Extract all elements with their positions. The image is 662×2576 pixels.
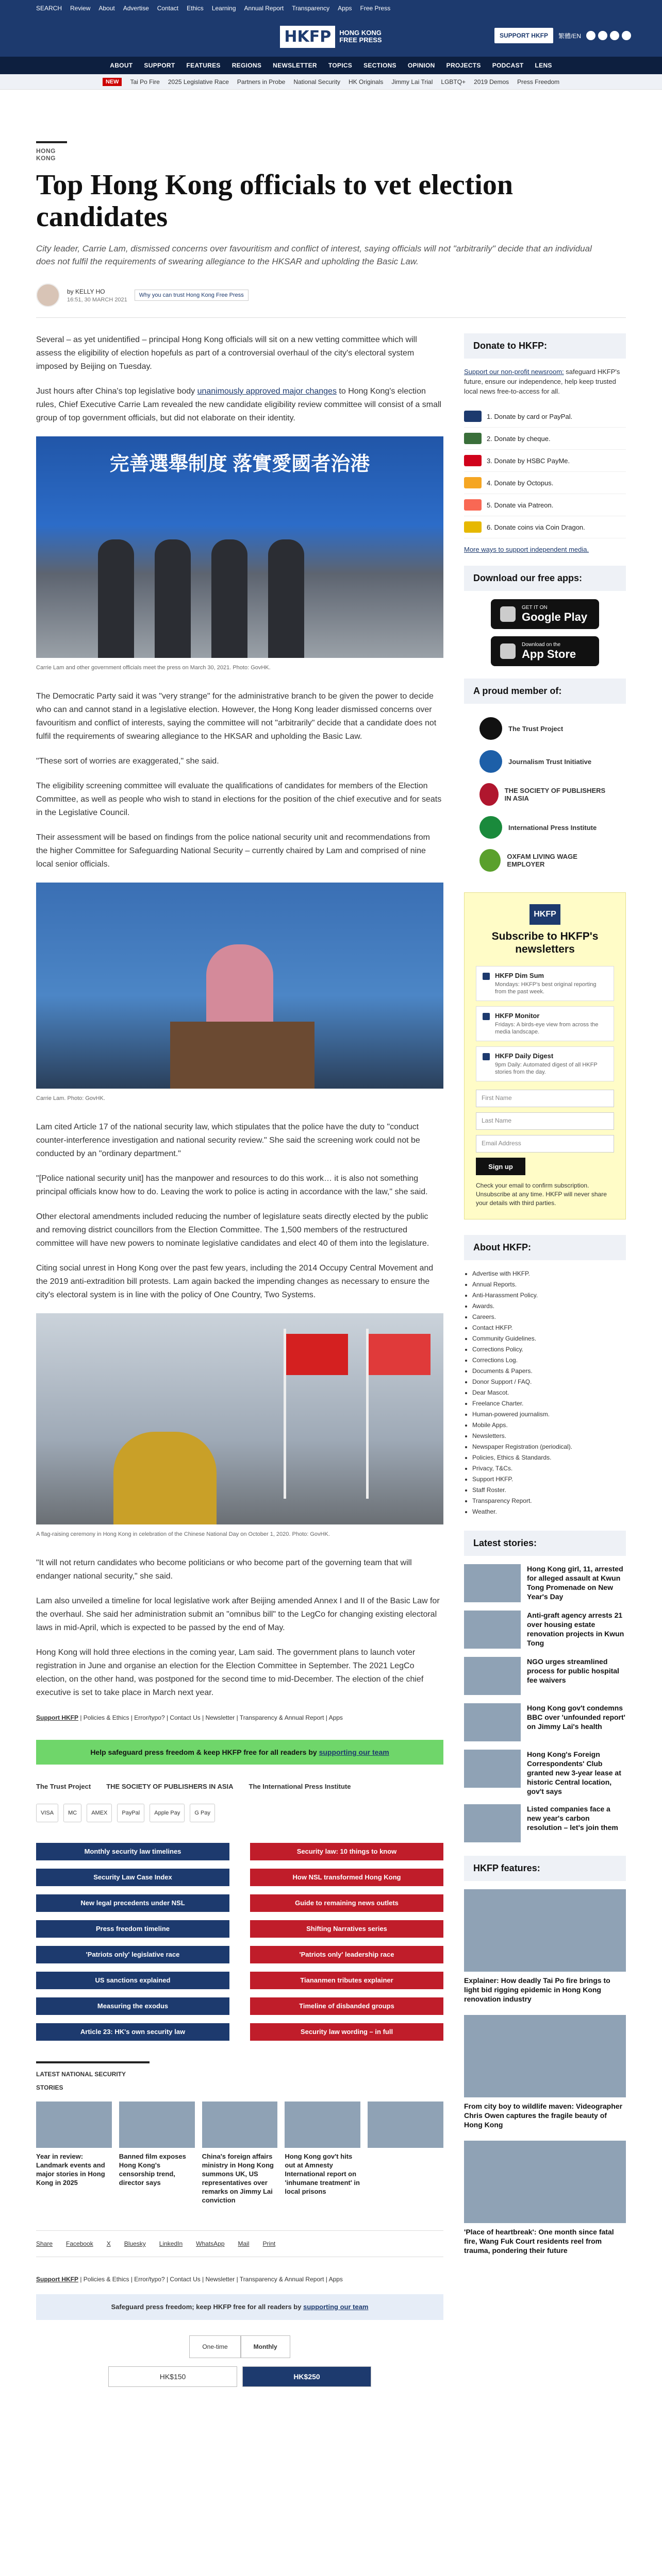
- topic-button[interactable]: Article 23: HK's own security law: [36, 2023, 229, 2041]
- newsletter-option[interactable]: HKFP Dim Sum Mondays: HKFP's best original reporting from the past week.: [476, 966, 614, 1001]
- youtube-icon[interactable]: [622, 31, 631, 40]
- story-thumbnail: [464, 1703, 521, 1741]
- mastercard-icon: MC: [63, 1804, 81, 1822]
- paragraph: Lam also unveiled a timeline for local legislative work after Beijing amended Annex I and II of the Basic Law for the overhaul. She said her administration submit an "omnibus bill" to the LegCo for changing existing electoral laws in mid-April, which is expected to be passed by the end of May.: [36, 1597, 440, 1632]
- topic-button[interactable]: Shifting Narratives series: [250, 1920, 443, 1938]
- topbar-ethics[interactable]: Ethics: [187, 5, 204, 12]
- nav-newsletter[interactable]: NEWSLETTER: [273, 62, 317, 69]
- more-ways-link[interactable]: More ways to support independent media.: [464, 546, 589, 553]
- article-standfirst: City leader, Carrie Lam, dismissed concerns over favouritism and conflict of interest, saying officials will not "arbitrarily" decide that an individual does not fulfil the requirements of swearing allegiance to the HKSAR and upholding the Basic Law.: [36, 244, 592, 266]
- story-title[interactable]: Hong Kong gov't condemns BBC over 'unfounded report' on Jimmy Lai's health: [527, 1704, 625, 1731]
- feature-title[interactable]: Explainer: How deadly Tai Po fire brings to light bid rigging epidemic in Hong Kong renovation industry: [464, 1976, 610, 2003]
- story-thumbnail: [464, 1750, 521, 1788]
- topic-button[interactable]: Security Law Case Index: [36, 1869, 229, 1886]
- about-link[interactable]: • Dear Mascot.: [472, 1387, 626, 1398]
- story-title[interactable]: Banned film exposes Hong Kong's censorship trend, director says: [119, 2153, 186, 2187]
- latest-stories: [464, 1564, 626, 1842]
- article-photo: [36, 883, 443, 1089]
- nav-topics[interactable]: TOPICS: [328, 62, 353, 69]
- first-name-input[interactable]: First Name: [476, 1090, 614, 1107]
- story-title[interactable]: Anti-graft agency arrests 21 over housing estate renovation projects in Kwun Tong: [527, 1611, 624, 1647]
- topic-buttons: [36, 1843, 443, 2041]
- share-facebook[interactable]: Facebook: [66, 2240, 93, 2247]
- paypal-icon: PayPal: [117, 1804, 144, 1822]
- topic-button[interactable]: Measuring the exodus: [36, 1997, 229, 2015]
- apple-pay-icon: Apple Pay: [150, 1804, 185, 1822]
- visa-icon: VISA: [36, 1804, 58, 1822]
- about-link[interactable]: • Freelance Charter.: [472, 1398, 626, 1409]
- about-link[interactable]: • Careers.: [472, 1312, 626, 1323]
- feature-story[interactable]: [464, 2015, 626, 2129]
- about-link[interactable]: • Human-powered journalism.: [472, 1409, 626, 1420]
- topic-button[interactable]: 'Patriots only' leadership race: [250, 1946, 443, 1963]
- trend-item[interactable]: Tai Po Fire: [130, 78, 160, 86]
- topbar-annual-report[interactable]: Annual Report: [244, 5, 284, 12]
- topbar-free-press[interactable]: Free Press: [360, 5, 391, 12]
- nav-regions[interactable]: REGIONS: [231, 62, 262, 69]
- story-title[interactable]: China's foreign affairs ministry in Hong Kong summons UK, US representatives over remarks on Jimmy Lai conviction: [202, 2153, 274, 2204]
- features-heading: HKFP features:: [464, 1856, 626, 1881]
- apps-heading: Download our free apps:: [464, 566, 626, 591]
- author-name[interactable]: by KELLY HO: [67, 287, 105, 295]
- topbar-contact[interactable]: Contact: [157, 5, 179, 12]
- trend-item[interactable]: Jimmy Lai Trial: [391, 78, 433, 86]
- paragraph: The eligibility screening committee will evaluate the qualifications of candidates for members of the Election Committee, as well as people who wish to stand in elections for the position of the chief executive and for seats in the Legislative Council.: [36, 782, 442, 817]
- main-nav: [0, 57, 662, 74]
- about-link[interactable]: • Corrections Policy.: [472, 1344, 626, 1355]
- topbar-about[interactable]: About: [98, 5, 115, 12]
- article-photo: [36, 436, 443, 658]
- social-icons: [586, 31, 631, 40]
- donate-method[interactable]: 6. Donate coins via Coin Dragon.: [464, 516, 626, 538]
- trending-nav: [0, 74, 662, 90]
- trend-item[interactable]: National Security: [293, 78, 341, 86]
- byline: [36, 283, 626, 318]
- story-thumbnail: [464, 1657, 521, 1695]
- about-link[interactable]: • Documents & Papers.: [472, 1366, 626, 1377]
- nav-projects[interactable]: PROJECTS: [446, 62, 481, 69]
- feature-title[interactable]: From city boy to wildlife maven: Videographer Chris Owen captures the fragile beauty of Hong Kong: [464, 2102, 623, 2129]
- trend-item[interactable]: 2019 Demos: [474, 78, 509, 86]
- topic-button[interactable]: Security law: 10 things to know: [250, 1843, 443, 1860]
- about-link[interactable]: • Contact HKFP.: [472, 1323, 626, 1333]
- topic-button[interactable]: New legal precedents under NSL: [36, 1894, 229, 1912]
- paragraph: Lam cited Article 17 of the national security law, which stipulates that the police have the duty to "conduct counter-interference investigation and national security review." She said the screening work could not be conducted by an "ordinary department.": [36, 1123, 420, 1158]
- donate-method[interactable]: 5. Donate via Patreon.: [464, 494, 626, 516]
- support-links[interactable]: Support HKFP | Policies & Ethics | Error/typo? | Contact Us | Newsletter | Transparency & Annual Report | Apps: [36, 1714, 343, 1721]
- donate-text: Support our non-profit newsroom: safeguard HKFP's future, ensure our independence, help keep trusted local news free-to-access for all.: [464, 368, 620, 395]
- trend-item[interactable]: Partners in Probe: [237, 78, 286, 86]
- ns-story-card[interactable]: [119, 2102, 195, 2205]
- topic-button[interactable]: Monthly security law timelines: [36, 1843, 229, 1860]
- x-icon[interactable]: [598, 31, 607, 40]
- new-badge: NEW: [103, 78, 122, 86]
- about-list: [464, 1268, 626, 1517]
- nav-support[interactable]: SUPPORT: [144, 62, 175, 69]
- topic-button[interactable]: How NSL transformed Hong Kong: [250, 1869, 443, 1886]
- sidebar: [464, 333, 626, 2387]
- payment-methods: [36, 1804, 443, 1822]
- donate-method[interactable]: 4. Donate by Octopus.: [464, 472, 626, 494]
- paragraph: Other electoral amendments included reducing the number of legislature seats directly elected by the public and removing district councillors from the Election Committee. The 1,500 members of the restructured committee will have new powers to nominate legislative candidates and elect 40 of them into the legislature.: [36, 1212, 429, 1248]
- member-heading: A proud member of:: [464, 679, 626, 704]
- story-title[interactable]: Listed companies face a new year's carbon resolution – let's join them: [527, 1805, 618, 1832]
- latest-story[interactable]: [464, 1611, 626, 1649]
- share-label: Share: [36, 2240, 53, 2247]
- latest-story[interactable]: [464, 1804, 626, 1842]
- feature-story[interactable]: [464, 1889, 626, 2004]
- support-hkfp-button[interactable]: SUPPORT HKFP: [494, 28, 553, 43]
- instagram-icon[interactable]: [610, 31, 619, 40]
- ns-story-card[interactable]: [368, 2102, 443, 2205]
- feature-thumbnail: [464, 2015, 626, 2097]
- paragraph: Just hours after China's top legislative body unanimously approved major changes to Hong Kong's election rules, Chief Executive Carrie Lam revealed the new candidate eligibility review committee will consist of a small group of top government officials, but did not elaborate on their identity.: [36, 387, 442, 422]
- story-thumbnail: [464, 1564, 521, 1602]
- about-link[interactable]: • Weather.: [472, 1506, 626, 1517]
- spa-logo[interactable]: THE SOCIETY OF PUBLISHERS IN ASIA: [106, 1783, 234, 1790]
- trust-project-logo[interactable]: The Trust Project: [36, 1783, 91, 1790]
- nav-about[interactable]: ABOUT: [110, 62, 133, 69]
- about-link[interactable]: • Support HKFP.: [472, 1474, 626, 1485]
- story-thumbnail: [36, 2102, 112, 2148]
- newsletter-option[interactable]: HKFP Daily Digest 9pm Daily: Automated digest of all HKFP stories from the day.: [476, 1046, 614, 1081]
- ns-story-card[interactable]: [36, 2102, 112, 2205]
- ns-story-card[interactable]: [285, 2102, 360, 2205]
- member-logo[interactable]: Journalism Trust Initiative: [464, 745, 626, 778]
- donate-frequency-toggle: [36, 2335, 443, 2358]
- donate-method[interactable]: 1. Donate by card or PayPal.: [464, 405, 626, 428]
- facebook-icon[interactable]: [586, 31, 595, 40]
- topbar-review[interactable]: Review: [70, 5, 91, 12]
- trend-item[interactable]: Press Freedom: [517, 78, 560, 86]
- about-link[interactable]: • Privacy, T&Cs.: [472, 1463, 626, 1474]
- story-thumbnail: [464, 1804, 521, 1842]
- newsletter-signup: [464, 892, 626, 1219]
- donate-method[interactable]: 3. Donate by HSBC PayMe.: [464, 450, 626, 472]
- share-bar: [36, 2230, 443, 2257]
- paragraph: Citing social unrest in Hong Kong over the past few years, including the 2014 Occupy Central Movement and the 2019 anti-extradition bill protests. Lam again backed the impending changes as necessary to ensure the city's electoral system is in line with the policy of One Country, Two Systems.: [36, 1264, 434, 1299]
- article-photo: [36, 1313, 443, 1524]
- member-logo[interactable]: International Press Institute: [464, 811, 626, 844]
- feature-title[interactable]: 'Place of heartbreak': One month since fatal fire, Wang Fuk Court residents reel from trauma, pondering their future: [464, 2228, 614, 2255]
- sign-up-button[interactable]: Sign up: [476, 1158, 525, 1175]
- donate-amounts: [36, 2366, 443, 2387]
- search-link[interactable]: SEARCH: [36, 5, 62, 12]
- trust-link[interactable]: Why you can trust Hong Kong Free Press: [135, 290, 249, 301]
- topic-button[interactable]: Press freedom timeline: [36, 1920, 229, 1938]
- photo-banner-text: 完善選舉制度 落實愛國者治港: [109, 453, 370, 475]
- monthly-tab[interactable]: Monthly: [241, 2335, 290, 2358]
- share-x[interactable]: X: [106, 2240, 111, 2247]
- share-linkedin[interactable]: LinkedIn: [159, 2240, 183, 2247]
- author-avatar: [36, 283, 60, 307]
- article-title: Top Hong Kong officials to vet election candidates: [36, 169, 514, 233]
- latest-story[interactable]: [464, 1750, 626, 1796]
- paragraph: The Democratic Party said it was "very strange" for the administrative branch to be given the power to decide who can and cannot stand in a legislative election. However, the Hong Kong leader dismissed concerns over favouritism and conflict of interests, saying the committee will not "arbitrarily" decide that a candidate does not fulfil the requirements of swearing allegiance to the HKSAR and upholding the Basic Law.: [36, 692, 437, 741]
- share-bluesky[interactable]: Bluesky: [124, 2240, 146, 2247]
- masthead: [0, 16, 662, 57]
- article-body: [36, 333, 443, 2387]
- newsletter-option[interactable]: HKFP Monitor Fridays: A birds-eye view from across the media landscape.: [476, 1006, 614, 1041]
- story-title[interactable]: Hong Kong's Foreign Correspondents' Club granted new 3-year lease at historic Central location, gov't says: [527, 1750, 621, 1795]
- section-label[interactable]: HONG KONG: [36, 141, 67, 162]
- safeguard-bar: Safeguard press freedom; keep HKFP free for all readers by supporting our team: [36, 2294, 443, 2320]
- feature-thumbnail: [464, 1889, 626, 1972]
- story-thumbnail: [285, 2102, 360, 2148]
- about-link[interactable]: • Donor Support / FAQ.: [472, 1377, 626, 1387]
- page-content: [36, 141, 626, 2387]
- about-link[interactable]: • Awards.: [472, 1301, 626, 1312]
- paragraph: Hong Kong will hold three elections in the coming year, Lam said. The government plans to launch voter registration in June and organise an election for the Election Committee in September. The 2021 LegCo election, on the other hand, was postponed for the second time to mid-December. The election of the chief executive is set to take place in March next year.: [36, 1648, 424, 1697]
- story-title[interactable]: Hong Kong girl, 11, arrested for alleged assault at Kwun Tong Promenade on New Year's Day: [527, 1565, 623, 1601]
- about-link[interactable]: • Newspaper Registration (periodical).: [472, 1442, 626, 1452]
- features-list: [464, 1889, 626, 2255]
- about-link[interactable]: • Corrections Log.: [472, 1355, 626, 1366]
- photo-caption: Carrie Lam. Photo: GovHK.: [36, 1095, 105, 1101]
- nav-opinion[interactable]: OPINION: [407, 62, 435, 69]
- support-team-link[interactable]: supporting our team: [319, 1748, 389, 1756]
- about-link[interactable]: • Staff Roster.: [472, 1485, 626, 1496]
- about-link[interactable]: • Newsletters.: [472, 1431, 626, 1442]
- story-thumbnail: [368, 2102, 443, 2148]
- feature-story[interactable]: [464, 2141, 626, 2255]
- topbar-advertise[interactable]: Advertise: [123, 5, 149, 12]
- photo-caption: A flag-raising ceremony in Hong Kong in celebration of the Chinese National Day on October 1, 2020. Photo: GovHK.: [36, 1531, 330, 1537]
- feature-thumbnail: [464, 2141, 626, 2223]
- inline-link[interactable]: unanimously approved major changes: [197, 387, 337, 396]
- topbar-apps[interactable]: Apps: [338, 5, 352, 12]
- about-link[interactable]: • Anti-Harassment Policy.: [472, 1290, 626, 1301]
- amount-option[interactable]: HK$150: [108, 2366, 237, 2387]
- photo-caption: Carrie Lam and other government officials meet the press on March 30, 2021. Photo: GovHK.: [36, 665, 271, 671]
- story-thumbnail: [464, 1611, 521, 1649]
- google-play-badge[interactable]: GET IT ON Google Play: [491, 599, 599, 629]
- paragraph: "These sort of worries are exaggerated," she said.: [36, 757, 219, 766]
- latest-story[interactable]: [464, 1564, 626, 1602]
- about-link[interactable]: • Advertise with HKFP.: [472, 1268, 626, 1279]
- share-whatsapp[interactable]: WhatsApp: [196, 2240, 225, 2247]
- topic-button[interactable]: Timeline of disbanded groups: [250, 1997, 443, 2015]
- ns-story-card[interactable]: [202, 2102, 278, 2205]
- share-mail[interactable]: Mail: [238, 2240, 250, 2247]
- app-store-badge[interactable]: Download on the App Store: [491, 636, 599, 666]
- google-pay-icon: G Pay: [190, 1804, 215, 1822]
- member-logo[interactable]: THE SOCIETY OF PUBLISHERS IN ASIA: [464, 778, 626, 811]
- paragraph: Their assessment will be based on findings from the police national security unit and recommendations from the higher Committee for Safeguarding National Security – currently chaired by Lam and comprised of nine local senior officials.: [36, 833, 430, 869]
- amex-icon: AMEX: [87, 1804, 112, 1822]
- trust-logos: [36, 1780, 443, 1793]
- about-link[interactable]: • Community Guidelines.: [472, 1333, 626, 1344]
- about-heading: About HKFP:: [464, 1235, 626, 1260]
- ipi-logo[interactable]: The International Press Institute: [249, 1783, 351, 1790]
- top-utility-bar: [0, 0, 662, 16]
- latest-story[interactable]: [464, 1703, 626, 1741]
- member-logo[interactable]: The Trust Project: [464, 712, 626, 745]
- topic-button[interactable]: Tiananmen tributes explainer: [250, 1972, 443, 1989]
- story-thumbnail: [119, 2102, 195, 2148]
- email-input[interactable]: Email Address: [476, 1135, 614, 1153]
- story-title[interactable]: Hong Kong gov't hits out at Amnesty International report on 'inhumane treatment' in local prisons: [285, 2153, 360, 2195]
- language-switch[interactable]: 繁體/EN: [558, 32, 581, 40]
- topbar-learning[interactable]: Learning: [211, 5, 236, 12]
- nav-podcast[interactable]: PODCAST: [492, 62, 524, 69]
- last-name-input[interactable]: Last Name: [476, 1112, 614, 1130]
- share-print[interactable]: Print: [262, 2240, 276, 2247]
- support-cta-box: Help safeguard press freedom & keep HKFP free for all readers by supporting our team: [36, 1740, 443, 1765]
- latest-heading: Latest stories:: [464, 1531, 626, 1556]
- one-time-tab[interactable]: One-time: [189, 2335, 240, 2358]
- topbar-transparency[interactable]: Transparency: [292, 5, 330, 12]
- paragraph: "It will not return candidates who become politicians or who become part of the governing team that will endanger national security," she said.: [36, 1558, 412, 1581]
- member-logo[interactable]: OXFAM LIVING WAGE EMPLOYER: [464, 844, 626, 877]
- story-title[interactable]: NGO urges streamlined process for public hospital fee waivers: [527, 1657, 619, 1684]
- about-link[interactable]: • Mobile Apps.: [472, 1420, 626, 1431]
- trend-item[interactable]: HK Originals: [349, 78, 384, 86]
- hkfp-logo[interactable]: HKFP HONG KONG FREE PRESS: [280, 26, 382, 48]
- story-title[interactable]: Year in review: Landmark events and major stories in Hong Kong in 2025: [36, 2153, 105, 2187]
- trend-item[interactable]: LGBTQ+: [441, 78, 466, 86]
- about-link[interactable]: • Transparency Report.: [472, 1496, 626, 1506]
- topic-button[interactable]: 'Patriots only' legislative race: [36, 1946, 229, 1963]
- about-link[interactable]: • Policies, Ethics & Standards.: [472, 1452, 626, 1463]
- support-links-footer[interactable]: Support HKFP | Policies & Ethics | Error/typo? | Contact Us | Newsletter | Transparency & Annual Report | Apps: [36, 2276, 343, 2283]
- newsletter-heading: Subscribe to HKFP's newsletters: [491, 930, 599, 955]
- story-thumbnail: [202, 2102, 278, 2148]
- latest-ns-grid: [36, 2102, 443, 2205]
- amount-option-selected[interactable]: HK$250: [242, 2366, 371, 2387]
- nav-lens[interactable]: LENS: [535, 62, 552, 69]
- nav-sections[interactable]: SECTIONS: [363, 62, 396, 69]
- latest-story[interactable]: [464, 1657, 626, 1695]
- latest-ns-heading: LATEST NATIONAL SECURITY STORIES: [36, 2061, 150, 2094]
- donate-heading: Donate to HKFP:: [464, 333, 626, 359]
- paragraph: Several – as yet unidentified – principal Hong Kong officials will sit on a new vetting committee which will assess the eligibility of election hopefuls as part of a controversial overhaul of the city's electoral system imposed by Beijing on Tuesday.: [36, 335, 417, 371]
- trend-item[interactable]: 2025 Legislative Race: [168, 78, 229, 86]
- topic-button[interactable]: Guide to remaining news outlets: [250, 1894, 443, 1912]
- publish-date: 16:51, 30 MARCH 2021: [67, 296, 127, 303]
- paragraph: "[Police national security unit] has the manpower and resources to do this work… it is also not something principal officials know how to do. Leaving the work to police is acting in accordance with the law," she said.: [36, 1174, 428, 1196]
- about-link[interactable]: • Annual Reports.: [472, 1279, 626, 1290]
- topic-button[interactable]: US sanctions explained: [36, 1972, 229, 1989]
- topic-button[interactable]: Security law wording – in full: [250, 2023, 443, 2041]
- nav-features[interactable]: FEATURES: [186, 62, 221, 69]
- support-team-link-2[interactable]: supporting our team: [303, 2303, 369, 2311]
- newsletter-note: Check your email to confirm subscription. Unsubscribe at any time. HKFP will never share your details with third parties.: [476, 1182, 607, 1207]
- donate-method[interactable]: 2. Donate by cheque.: [464, 428, 626, 450]
- newsletter-logo: HKFP: [529, 904, 560, 925]
